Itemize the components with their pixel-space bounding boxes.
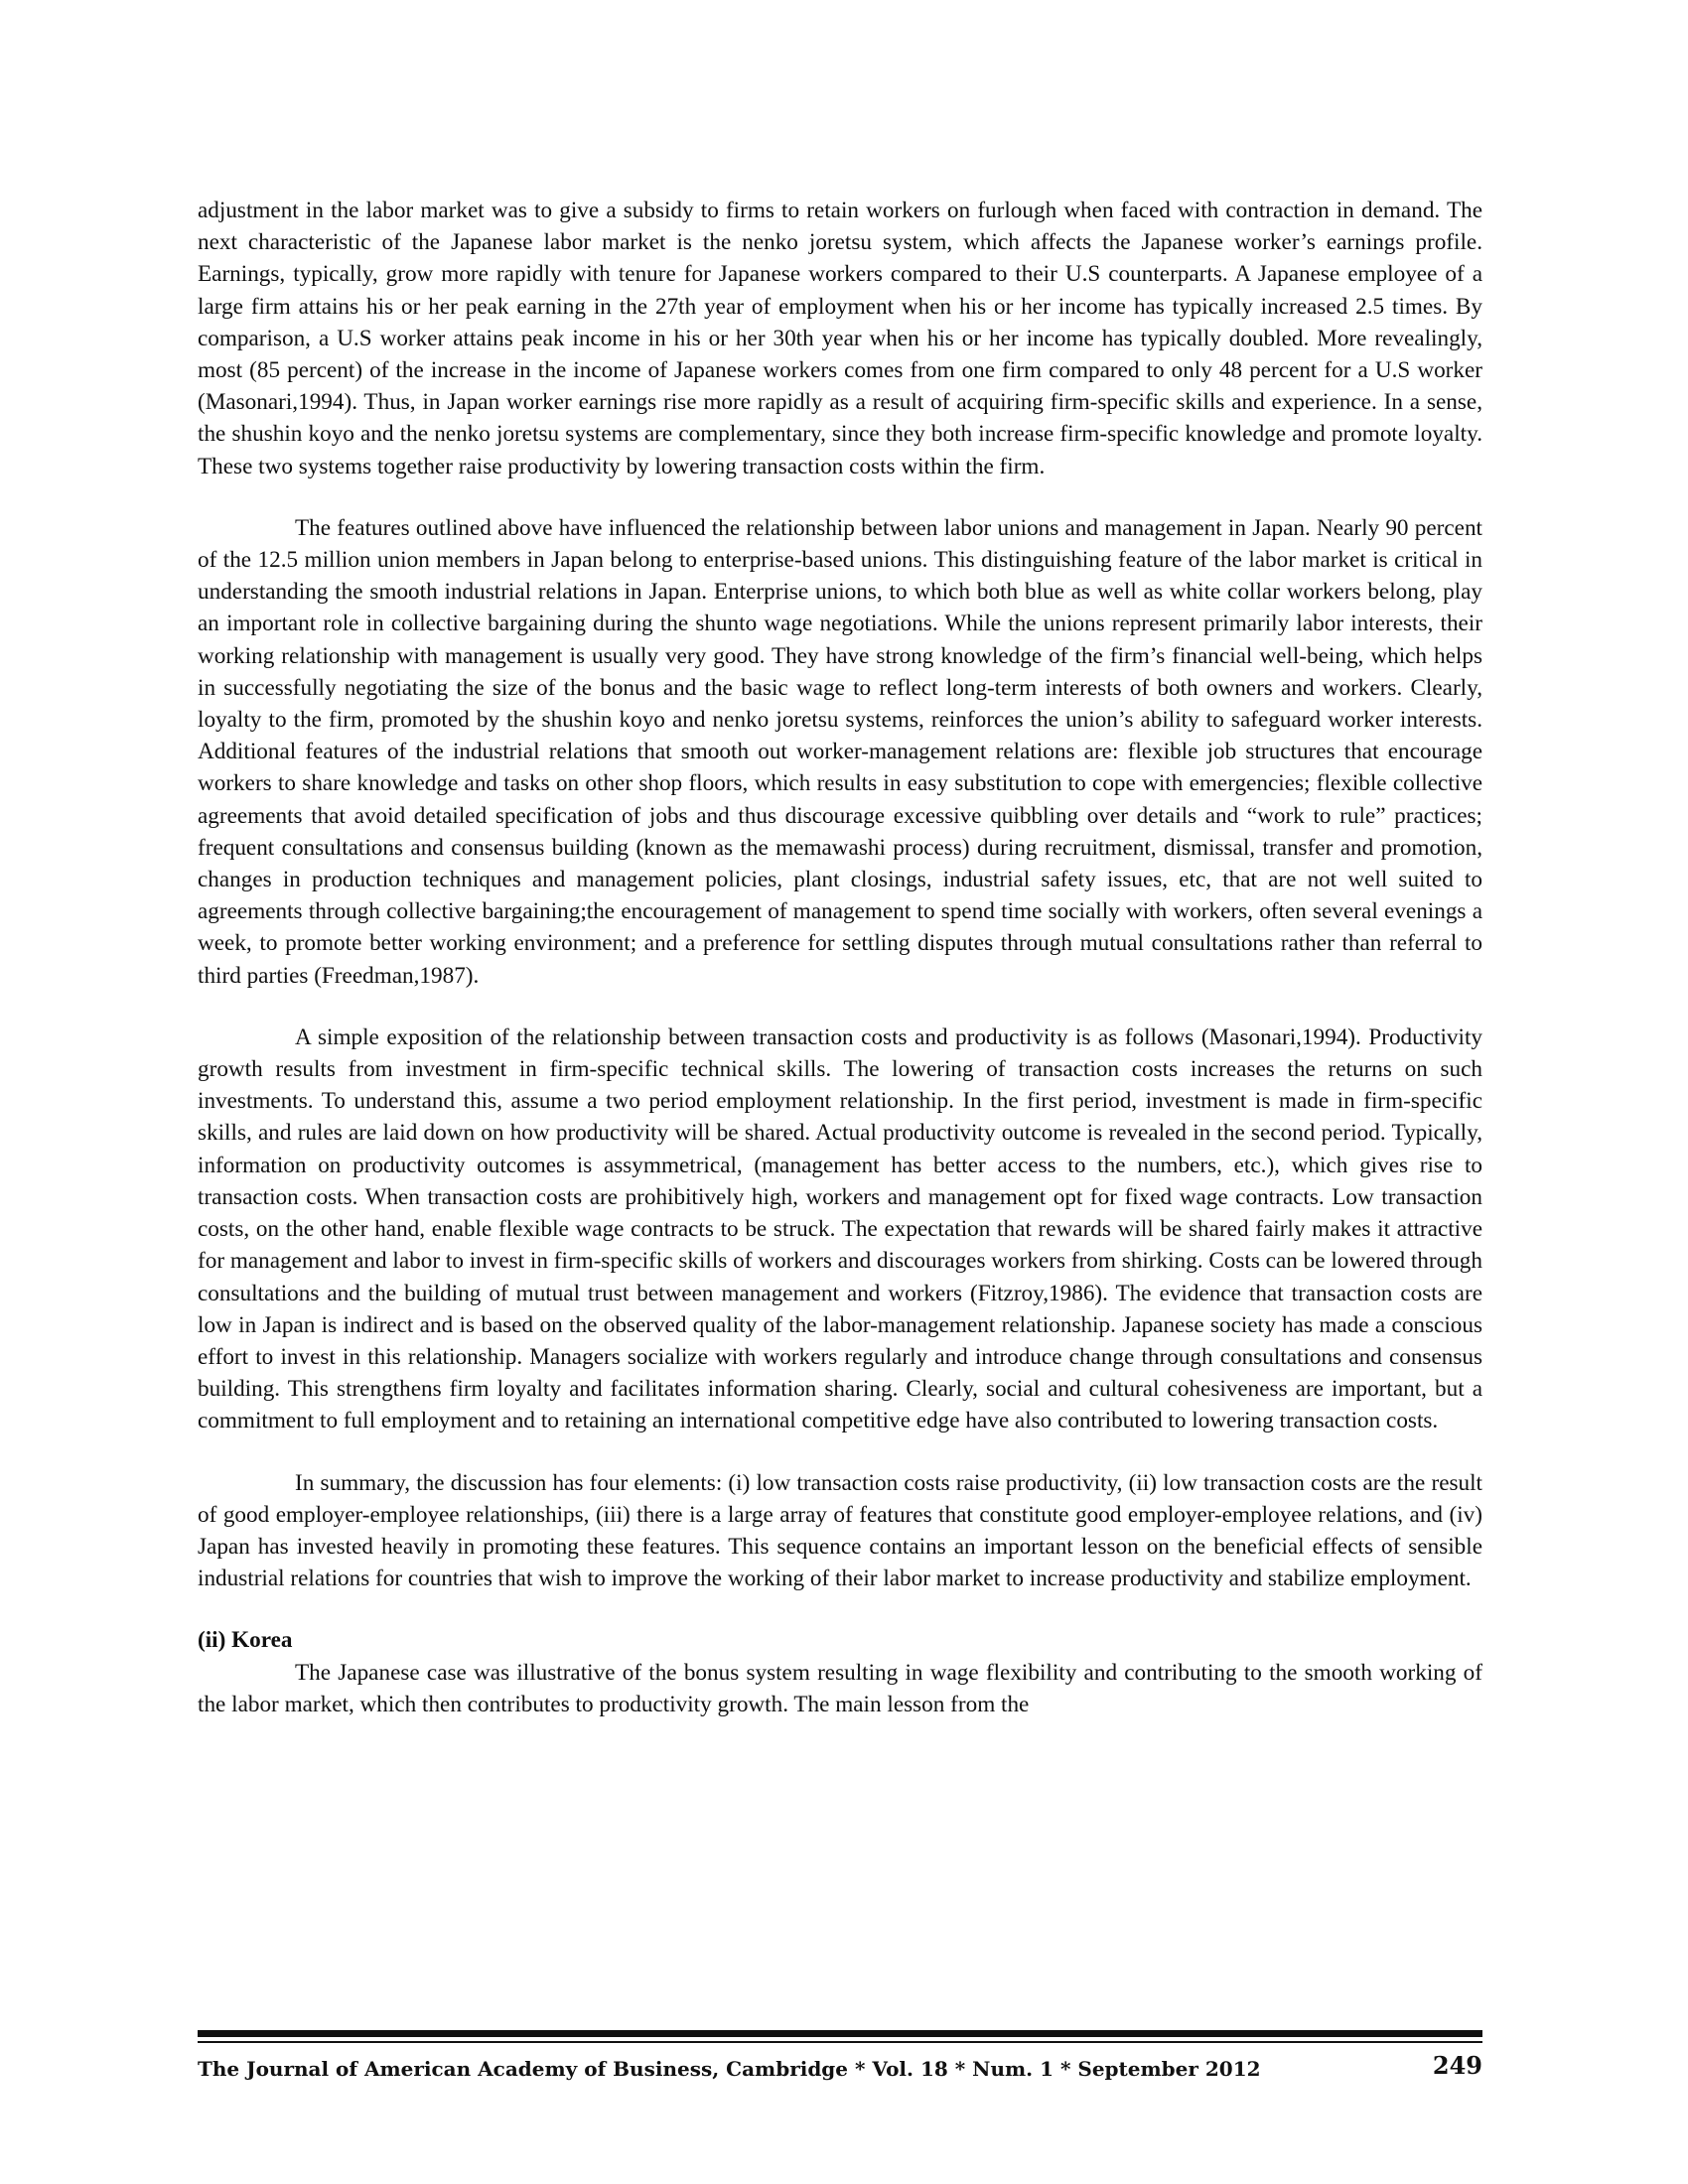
paragraph-korea-intro: The Japanese case was illustrative of the bonus system resulting in wage flexibility and contributing to the smooth working of the labor market, which then contributes to productivity growth. The main lesson from the bbox=[198, 1659, 1482, 1717]
page-number: 249 bbox=[1432, 2051, 1482, 2080]
footer-rule-thick bbox=[198, 2030, 1482, 2037]
article-body bbox=[198, 195, 1482, 1750]
paragraph-labor-unions: The features outlined above have influenced the relationship between labor unions and management in Japan. Nearly 90 percent of the 12.5 million union members in Japan belong to enterprise-based unions. This distinguishing feature of the labor market is critical in understanding the smooth industrial relations in Japan. Enterprise unions, to which both blue as well as white collar workers belong, play an important role in collective bargaining during the shunto wage negotiations. While the unions represent primarily labor interests, their working relationship with management is usually very good. They have strong knowledge of the firm’s financial well-being, which helps in successfully negotiating the size of the bonus and the basic wage to reflect long-term interests of both owners and workers. Clearly, loyalty to the firm, promoted by the shushin koyo and nenko joretsu systems, reinforces the union’s ability to safeguard worker interests. Additional features of the industrial relations that smooth out worker-management relations are: flexible job structures that encourage workers to share knowledge and tasks on other shop floors, which results in easy substitution to cope with emergencies; flexible collective agreements that avoid detailed specification of jobs and thus discourage excessive quibbling over details and “work to rule” practices; frequent consultations and consensus building (known as the memawashi process) during recruitment, dismissal, transfer and promotion, changes in production techniques and management policies, plant closings, industrial safety issues, etc, that are not well suited to agreements through collective bargaining;the encouragement of management to spend time socially with workers, often several evenings a week, to promote better working environment; and a preference for settling disputes through mutual consultations rather than referral to third parties (Freedman,1987). bbox=[198, 514, 1482, 989]
footer-rule-thin bbox=[198, 2041, 1482, 2043]
paragraph-transaction-costs: A simple exposition of the relationship between transaction costs and productivity is as follows (Masonari,1994). Productivity growth results from investment in firm-specific technical skills. The lowering of transaction costs increases the returns on such investments. To understand this, assume a two period employment relationship. In the first period, investment is made in firm-specific skills, and rules are laid down on how productivity will be shared. Actual productivity outcome is revealed in the second period. Typically, information on productivity outcomes is assymmetrical, (management has better access to the numbers, etc.), which gives rise to transaction costs. When transaction costs are prohibitively high, workers and management opt for fixed wage contracts. Low transaction costs, on the other hand, enable flexible wage contracts to be struck. The expectation that rewards will be shared fairly makes it attractive for management and labor to invest in firm-specific skills of workers and discourages workers from shirking. Costs can be lowered through consultations and the building of mutual trust between management and workers (Fitzroy,1986). The evidence that transaction costs are low in Japan is indirect and is based on the observed quality of the labor-management relationship. Japanese society has made a conscious effort to invest in this relationship. Managers socialize with workers regularly and introduce change through consultations and consensus building. This strengthens firm loyalty and facilitates information sharing. Clearly, social and cultural cohesiveness are important, but a commitment to full employment and to retaining an international competitive edge have also contributed to lowering transaction costs. bbox=[198, 1024, 1482, 1434]
section-heading-korea: (ii) Korea bbox=[198, 1627, 293, 1654]
paragraph-nenko-joretsu: adjustment in the labor market was to give a subsidy to firms to retain workers on furlough when faced with contraction in demand. The next characteristic of the Japanese labor market is the nenko joretsu system, which affects the Japanese worker’s earnings profile. Earnings, typically, grow more rapidly with tenure for Japanese workers compared to their U.S counterparts. A Japanese employee of a large firm attains his or her peak earning in the 27th year of employment when his or her income has typically increased 2.5 times. By comparison, a U.S worker attains peak income in his or her 30th year when his or her income has typically doubled. More revealingly, most (85 percent) of the increase in the income of Japanese workers comes from one firm compared to only 48 percent for a U.S worker (Masonari,1994). Thus, in Japan worker earnings rise more rapidly as a result of acquiring firm-specific skills and experience. In a sense, the shushin koyo and the nenko joretsu systems are complementary, since they both increase firm-specific knowledge and promote loyalty. These two systems together raise productivity by lowering transaction costs within the firm. bbox=[198, 198, 1482, 479]
paragraph-summary: In summary, the discussion has four elements: (i) low transaction costs raise productivity, (ii) low transaction costs are the result of good employer-employee relationships, (iii) there is a large array of features that constitute good employer-employee relations, and (iv) Japan has invested heavily in promoting these features. This sequence contains an important lesson on the beneficial effects of sensible industrial relations for countries that wish to improve the working of their labor market to increase productivity and stabilize employment. bbox=[198, 1469, 1482, 1592]
footer-journal-citation: The Journal of American Academy of Business, Cambridge * Vol. 18 * Num. 1 * September 2012 bbox=[198, 2057, 1261, 2081]
